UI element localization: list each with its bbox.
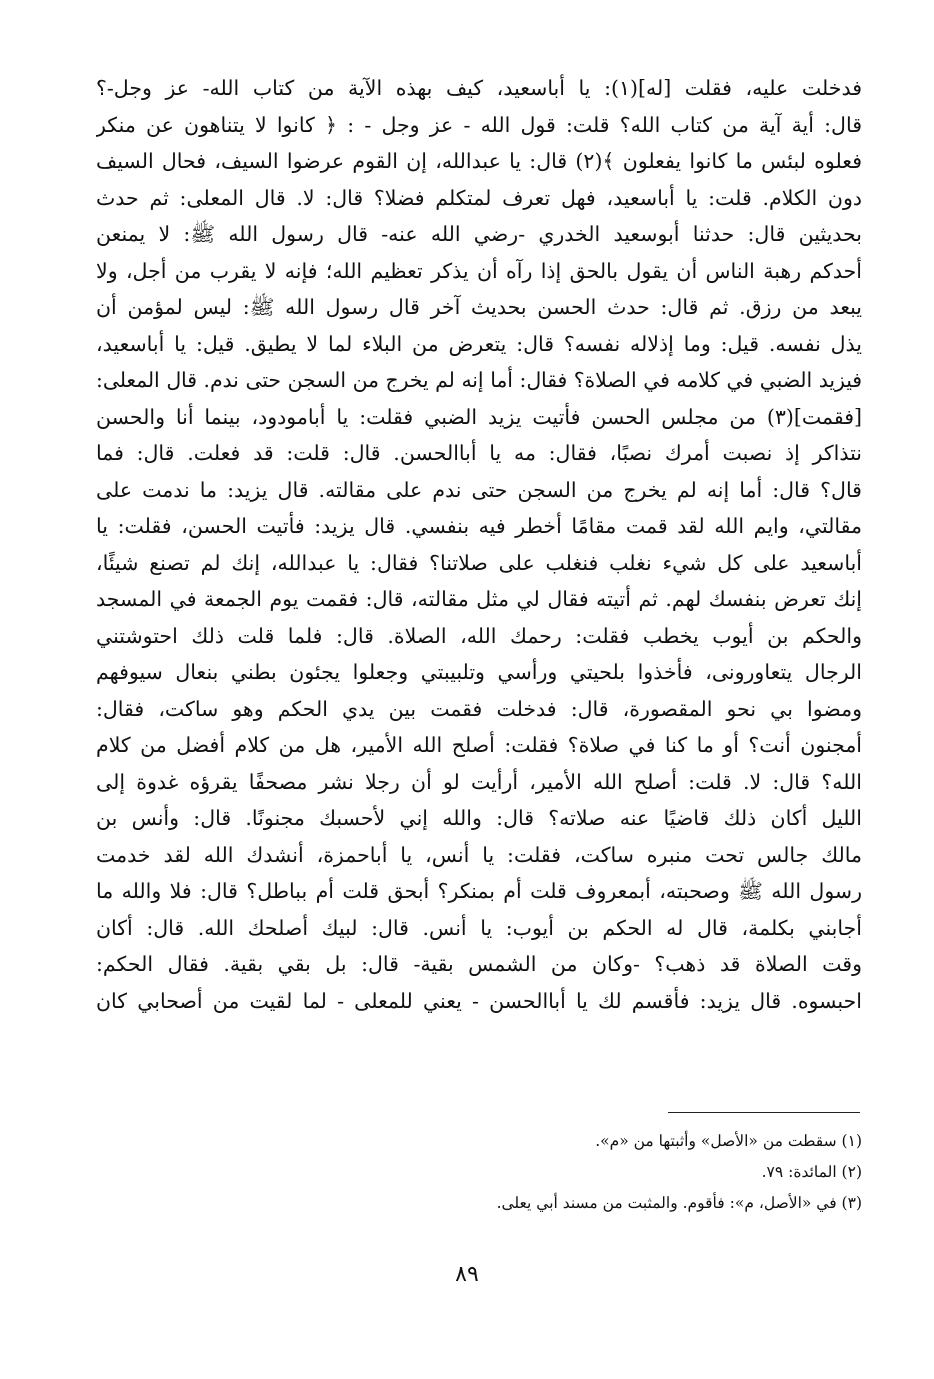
text-line: أمجنون أنت؟ أو ما كنا في صلاة؟ فقلت: أصلح الله الأمير، هل من كلام أفضل من كلام bbox=[96, 733, 862, 757]
text-line: إنك تعرض بنفسك لهم. ثم أتيته فقال لي مثل مقالته، قال: فقمت يوم الجمعة في المسجد bbox=[96, 587, 862, 611]
text-line: ومضوا بي نحو المقصورة، قال: فدخلت فقمت بين يدي الحكم وهو ساكت، فقال: bbox=[96, 696, 862, 721]
text-line: نتذاكر إذ نصبت أمرك نصبًا، فقال: مه يا أباالحسن. قال: قلت: قد فعلت. قال: فما bbox=[96, 441, 862, 465]
text-line: دون الكلام. قلت: يا أباسعيد، فهل تعرف لمتكلم فضلا؟ قال: لا. قال المعلى: ثم حدث bbox=[96, 185, 862, 210]
text-line: قال؟ قال: أما إنه لم يخرج من السجن حتى ندم على مقالته. قال يزيد: ما ندمت على bbox=[96, 477, 862, 502]
text-line: بحديثين قال: حدثنا أبوسعيد الخدري -رضي الله عنه- قال رسول الله ﷺ: لا يمنعن bbox=[96, 222, 862, 246]
text-line: الله؟ قال: لا. قلت: أصلح الله الأمير، أرأيت لو أن رجلا نشر مصحفًا يقرؤه غدوة إلى bbox=[96, 769, 862, 794]
footnote-2: (٢) المائدة: ٧٩. bbox=[761, 1163, 862, 1181]
text-line: قال: أية آية من كتاب الله؟ قلت: قول الله - عز وجل - : ﴿ كانوا لا يتناهون عن منكر bbox=[96, 112, 862, 137]
text-line: مالك جالس تحت منبره ساكت، فقلت: يا أنس، يا أباحمزة، أنشدك الله لقد خدمت bbox=[96, 842, 862, 867]
text-line: فعلوه لبئس ما كانوا يفعلون ﴾(٢) قال: يا عبدالله، إن القوم عرضوا السيف، فحال السيف bbox=[96, 149, 862, 173]
text-line: أجابني بكلمة، قال له الحكم بن أيوب: يا أنس. قال: لبيك أصلحك الله. قال: أكان bbox=[96, 915, 862, 940]
text-line: أحدكم رهبة الناس أن يقول بالحق إذا رآه أن يذكر تعظيم الله؛ فإنه لا يقرب من أجل، ولا bbox=[96, 258, 862, 283]
text-line: يذل نفسه. قيل: وما إذلاله نفسه؟ قال: يتعرض من البلاء لما لا يطيق. قيل: يا أباسعيد، bbox=[96, 331, 862, 356]
text-line: مقالتي، وايم الله لقد قمت مقامًا أخطر فيه بنفسي. قال يزيد: فأتيت الحسن، فقلت: يا bbox=[96, 514, 862, 538]
footnotes bbox=[380, 1126, 862, 1219]
text-line: الليل أكان ذلك قاضيًا عنه صلاته؟ قال: والله إني لأحسبك مجنونًا. قال: وأنس بن bbox=[96, 806, 862, 830]
text-line: أباسعيد على كل شيء نغلب فنغلب على صلاتنا؟ فقال: يا عبدالله، إنك لم تصنع شيئًا، bbox=[96, 550, 862, 575]
text-line: رسول الله ﷺ وصحبته، أبمعروف قلت أم بمنكر؟ أبحق قلت أم بباطل؟ قال: فلا والله ما bbox=[96, 879, 862, 903]
text-line: الرجال يتعاورونی، فأخذوا بلحيتي ورأسي وتلبيبتي وجعلوا يجئون بطني بنعال سيوفهم bbox=[96, 660, 862, 684]
text-line: يبعد من رزق. ثم قال: حدث الحسن بحديث آخر قال رسول الله ﷺ: ليس لمؤمن أن bbox=[96, 295, 862, 319]
main-text bbox=[96, 70, 862, 1019]
text-line: فيزيد الضبي في كلامه في الصلاة؟ فقال: أما إنه لم يخرج من السجن حتى ندم. قال المعلى: bbox=[96, 368, 862, 392]
page-number: ٨٩ bbox=[455, 1262, 479, 1287]
footnote-3: (٣) في «الأصل، م»: فأقوم. والمثبت من مسند أبي يعلى. bbox=[496, 1194, 862, 1212]
text-line: [فقمت](٣) من مجلس الحسن فأتيت يزيد الضبي فقلت: يا أبامودود، بينما أنا والحسن bbox=[96, 404, 862, 429]
text-line: فدخلت عليه، فقلت [له](١): يا أباسعيد، كيف بهذه الآية من كتاب الله- عز وجل-؟ bbox=[96, 76, 862, 100]
text-line: احبسوه. قال يزيد: فأقسم لك يا أباالحسن - يعني للمعلى - لما لقيت من أصحابي كان bbox=[96, 988, 862, 1013]
footnote-divider bbox=[668, 1112, 860, 1113]
text-line: والحكم بن أيوب يخطب فقلت: رحمك الله، الصلاة. قال: فلما قلت ذلك احتوشتني bbox=[96, 623, 862, 648]
text-line: وقت الصلاة قد ذهب؟ -وكان من الشمس بقية- قال: بل بقي بقية. فقال الحكم: bbox=[96, 952, 862, 976]
footnote-1: (١) سقطت من «الأصل» وأثبتها من «م». bbox=[595, 1132, 862, 1150]
